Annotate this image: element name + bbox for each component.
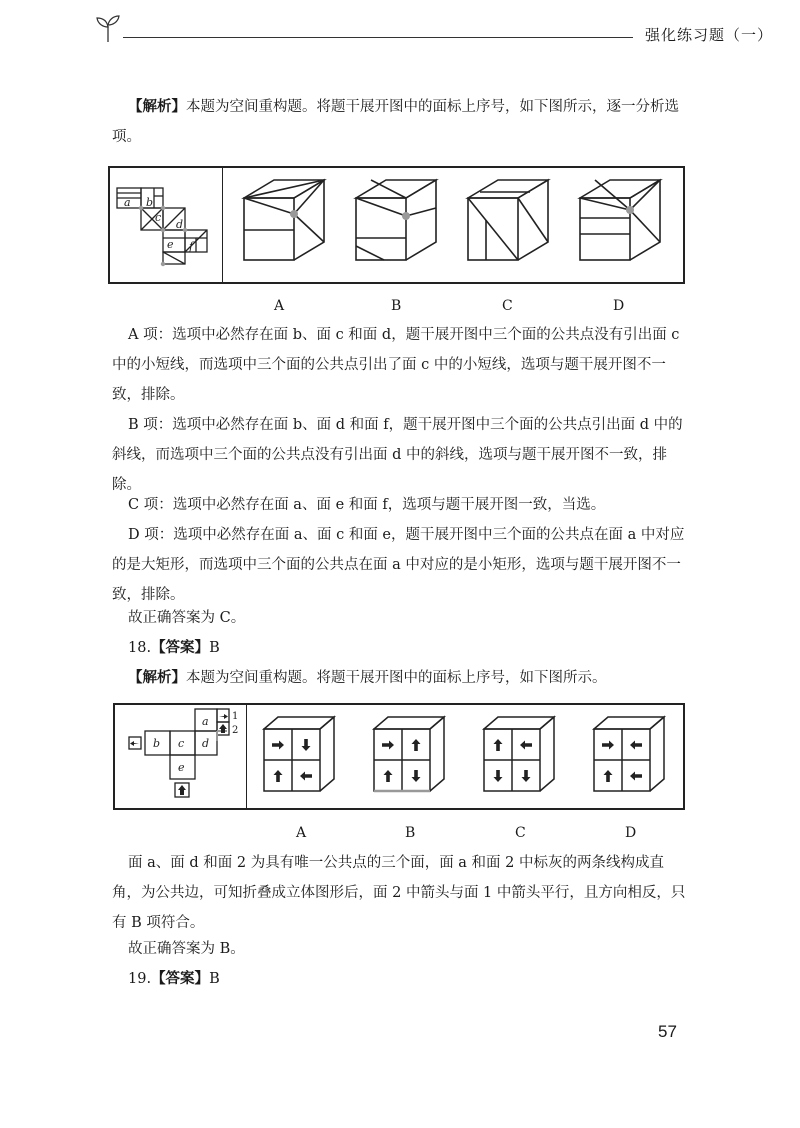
- net1-label-f: f: [189, 240, 194, 253]
- intro-paragraph: [112, 92, 690, 152]
- option-c-cube: [468, 180, 548, 260]
- fig2-label-d: D: [625, 825, 637, 841]
- fig2-label-a: A: [296, 825, 307, 841]
- option-d-cube: [594, 717, 664, 791]
- page-number: 57: [658, 1022, 677, 1041]
- net1-label-c: c: [155, 211, 162, 224]
- option-a-cube: [244, 180, 324, 260]
- page-header: [95, 14, 774, 50]
- q18-explanation: 面 a、面 d 和面 2 为具有唯一公共点的三个面，面 a 和面 2 中标灰的两条线构成直角，为公共边，可知折叠成立体图形后，面 2 中箭头与面 1 中箭头平行，且方向相反，只有 B 项符合。: [112, 855, 686, 931]
- option-c-cube: [484, 717, 554, 791]
- q18-analysis-tag: 【解析】: [128, 669, 186, 686]
- net2-label-c: c: [178, 737, 185, 750]
- figure-2-divider: [246, 705, 247, 808]
- figure-2-options: [248, 705, 686, 808]
- q18-num: 18.: [128, 640, 152, 656]
- q18-tag: 【答案】: [151, 639, 210, 656]
- q18-answer-value: B: [209, 640, 220, 656]
- option-b-cube: [356, 180, 436, 260]
- q19-tag: 【答案】: [151, 970, 210, 987]
- figure-1-options: [224, 168, 684, 282]
- fig1-label-c: C: [502, 298, 513, 314]
- q18-analysis-text: 本题为空间重构题。将题干展开图中的面标上序号，如下图所示。: [186, 670, 607, 686]
- q19-answer: [112, 964, 690, 994]
- figure-2-net: [115, 705, 245, 808]
- conclusion-2: 故正确答案为 B。: [128, 941, 245, 957]
- net2-label-b: b: [153, 737, 161, 750]
- fig2-label-c: C: [515, 825, 526, 841]
- q19-num: 19.: [128, 971, 152, 987]
- net2-label-2: 2: [232, 725, 239, 736]
- intro-tag: 【解析】: [128, 98, 186, 115]
- net1-label-a: a: [124, 196, 131, 209]
- fig1-label-b: B: [391, 298, 402, 314]
- figure-2: [113, 703, 685, 810]
- net1-label-b: b: [146, 196, 154, 209]
- fig2-label-b: B: [405, 825, 416, 841]
- fig1-label-a: A: [274, 298, 285, 314]
- net1-label-d: d: [176, 218, 184, 231]
- q18-analysis: [112, 663, 690, 693]
- option-d-cube: [580, 180, 660, 260]
- header-rule: [123, 37, 633, 38]
- figure-1-net: [110, 168, 222, 282]
- header-title: 强化练习题（一）: [645, 26, 774, 44]
- analysis-a: A 项：选项中必然存在面 b、面 c 和面 d，题干展开图中三个面的公共点没有引出面 c 中的小短线，而选项中三个面的公共点引出了面 c 中的小短线，选项与题干展开图不一致，排除。: [112, 327, 680, 403]
- intro-text: 本题为空间重构题。将题干展开图中的面标上序号，如下图所示，逐一分析选项。: [112, 99, 679, 145]
- figure-1-divider: [222, 168, 223, 282]
- net2-label-d: d: [202, 737, 210, 750]
- q18-answer: [112, 633, 690, 663]
- figure-1: [108, 166, 685, 284]
- analysis-b: B 项：选项中必然存在面 b、面 d 和面 f，题干展开图中三个面的公共点引出面 d 中的斜线，而选项中三个面的公共点没有引出面 d 中的斜线，选项与题干展开图不一致，排除。: [112, 417, 683, 493]
- analysis-d: D 项：选项中必然存在面 a、面 c 和面 e，题干展开图中三个面的公共点在面 a 中对应的是大矩形，而选项中三个面的公共点在面 a 中对应的是小矩形，选项与题干展开图不一致，排除。: [112, 527, 685, 603]
- analysis-c: C 项：选项中必然存在面 a、面 e 和面 f，选项与题干展开图一致，当选。: [128, 497, 606, 513]
- option-b-cube: [374, 717, 444, 791]
- sprout-icon: [95, 14, 121, 44]
- net2-label-e: e: [178, 761, 185, 774]
- q19-answer-value: B: [209, 971, 220, 987]
- conclusion-1: 故正确答案为 C。: [128, 610, 246, 626]
- option-a-cube: [264, 717, 334, 791]
- net2-label-1: 1: [232, 711, 239, 722]
- fig1-label-d: D: [613, 298, 625, 314]
- net2-label-a: a: [202, 715, 209, 728]
- net1-label-e: e: [167, 238, 174, 251]
